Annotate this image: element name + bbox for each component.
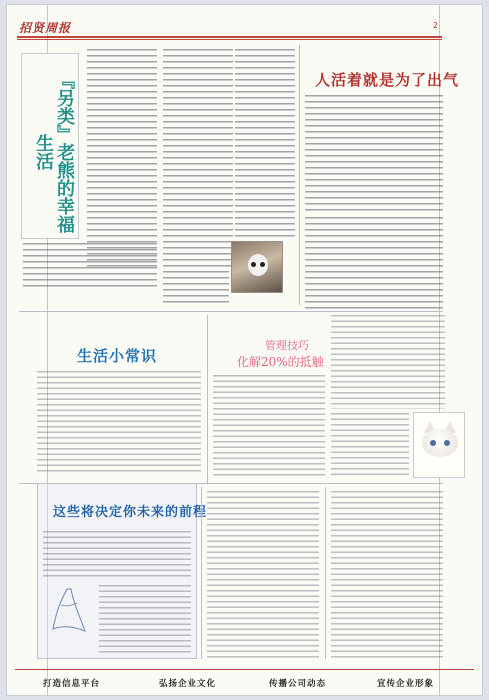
management-title-line2: 化解20%的抵触 [237, 355, 324, 369]
column-divider [201, 487, 202, 659]
article-text-block [235, 49, 295, 237]
column-divider [207, 315, 208, 483]
masthead [7, 5, 482, 45]
panda-face [248, 254, 268, 276]
footer [7, 665, 482, 695]
article-text-block [305, 217, 443, 309]
kitten-eye [430, 440, 436, 446]
header-rule [17, 36, 442, 38]
life-tips-title: 生活小常识 [77, 347, 158, 365]
another-category-title: 『另类』老熊的幸福生活 [33, 71, 75, 233]
tips-text-block [37, 371, 201, 475]
footer-rule [15, 669, 474, 670]
article-text-block [163, 49, 233, 269]
panda-eye [251, 262, 256, 267]
panda-eye [260, 262, 265, 267]
kitten-illustration [413, 412, 465, 478]
newspaper-name: 招贤周报 [19, 21, 72, 35]
kitten-eye [444, 440, 450, 446]
article-text-block [305, 95, 443, 213]
panda-photo [231, 241, 283, 293]
article-text-block [163, 271, 229, 307]
column-divider [299, 45, 300, 305]
footer-slogan: 传播公司动态 [269, 679, 327, 689]
article-text-block [207, 491, 319, 659]
footer-slogan: 打造信息平台 [43, 679, 101, 689]
kitten-head [422, 429, 458, 457]
section-divider [19, 311, 443, 312]
future-text-block [99, 585, 191, 653]
management-text-block [331, 413, 409, 479]
article-text-block [23, 243, 157, 291]
management-text-block [331, 315, 445, 409]
page-number: 2 [432, 21, 438, 30]
footer-slogan: 弘扬企业文化 [159, 679, 217, 689]
future-title: 这些将决定你未来的前程 [53, 505, 208, 520]
management-text-block [213, 375, 325, 479]
article-text-block [331, 491, 443, 659]
article-text-block [87, 49, 157, 269]
angry-living-title: 人活着就是为了出气 [315, 71, 460, 89]
future-text-block [43, 531, 191, 579]
dress-sketch-illustration [47, 585, 91, 635]
footer-slogan: 宣传企业形象 [377, 679, 435, 689]
header-rule-thin [17, 39, 442, 40]
management-title-line1: 管理技巧 [265, 339, 309, 352]
column-divider [325, 487, 326, 659]
newspaper-page [6, 4, 483, 696]
